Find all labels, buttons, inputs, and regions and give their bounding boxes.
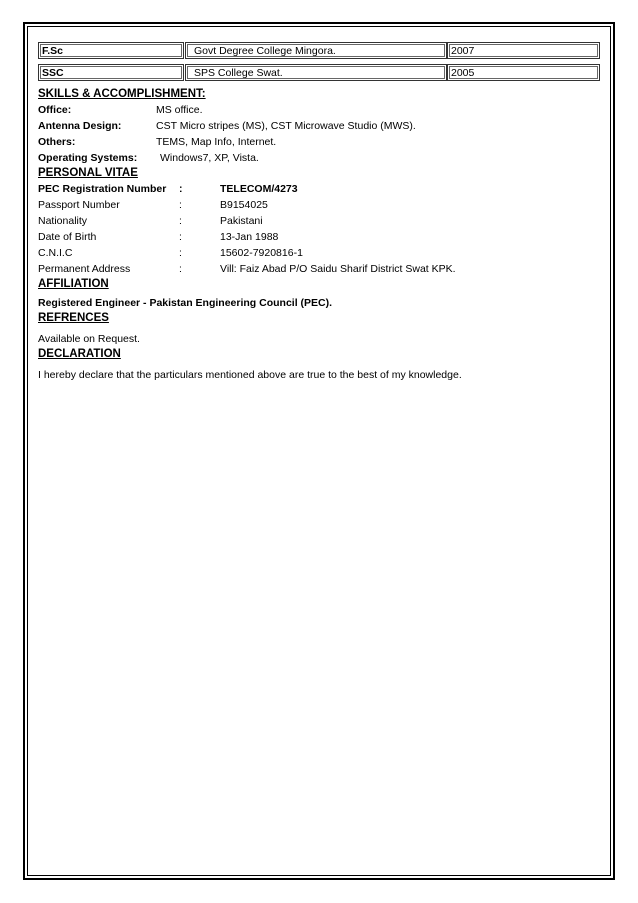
personal-row [38, 229, 604, 245]
skill-value: TEMS, Map Info, Internet. [156, 136, 277, 148]
education-year: 2007 [447, 42, 600, 59]
personal-row [38, 245, 604, 261]
personal-heading: PERSONAL VITAE [38, 167, 138, 179]
skills-heading: SKILLS & ACCOMPLISHMENT: [38, 88, 206, 100]
personal-label: C.N.I.C [38, 247, 73, 259]
skill-row [38, 150, 604, 166]
personal-label: Nationality [38, 215, 88, 227]
skill-value: Windows7, XP, Vista. [160, 152, 259, 164]
education-degree: SSC [38, 64, 184, 81]
skill-row [38, 102, 604, 118]
personal-separator: : [179, 199, 182, 211]
personal-separator: : [179, 263, 182, 275]
education-table [38, 42, 604, 84]
personal-label: Passport Number [38, 199, 120, 211]
references-text: Available on Request. [38, 333, 140, 345]
personal-row [38, 213, 604, 229]
personal-separator: : [179, 215, 182, 227]
skill-value: MS office. [156, 104, 203, 116]
references-heading: REFRENCES [38, 312, 109, 324]
declaration-heading: DECLARATION [38, 348, 121, 360]
education-institute: Govt Degree College Mingora. [185, 42, 447, 59]
affiliation-text: Registered Engineer - Pakistan Engineering Council (PEC). [38, 297, 333, 309]
personal-label: Permanent Address [38, 263, 131, 275]
declaration-text: I hereby declare that the particulars mentioned above are true to the best of my knowledge. [38, 369, 462, 381]
affiliation-heading: AFFILIATION [38, 278, 109, 290]
education-year: 2005 [447, 64, 600, 81]
personal-separator: : [179, 231, 182, 243]
personal-value: 13-Jan 1988 [220, 231, 279, 243]
personal-row [38, 261, 604, 277]
personal-separator: : [179, 183, 183, 195]
personal-value: B9154025 [220, 199, 268, 211]
personal-label: PEC Registration Number [38, 183, 167, 195]
personal-label: Date of Birth [38, 231, 97, 243]
skill-label: Antenna Design: [38, 120, 122, 132]
personal-row [38, 197, 604, 213]
personal-row [38, 181, 604, 197]
personal-value: TELECOM/4273 [220, 183, 298, 195]
skill-label: Office: [38, 104, 72, 116]
skill-label: Others: [38, 136, 76, 148]
education-degree: F.Sc [38, 42, 184, 59]
skill-row [38, 134, 604, 150]
personal-value: Pakistani [220, 215, 263, 227]
skill-value: CST Micro stripes (MS), CST Microwave Studio (MWS). [156, 120, 416, 132]
skill-row [38, 118, 604, 134]
skill-label: Operating Systems: [38, 152, 138, 164]
resume-content [38, 42, 604, 383]
personal-value: Vill: Faiz Abad P/O Saidu Sharif District Swat KPK. [220, 263, 456, 275]
education-institute: SPS College Swat. [185, 64, 447, 81]
personal-value: 15602-7920816-1 [220, 247, 303, 259]
personal-separator: : [179, 247, 182, 259]
